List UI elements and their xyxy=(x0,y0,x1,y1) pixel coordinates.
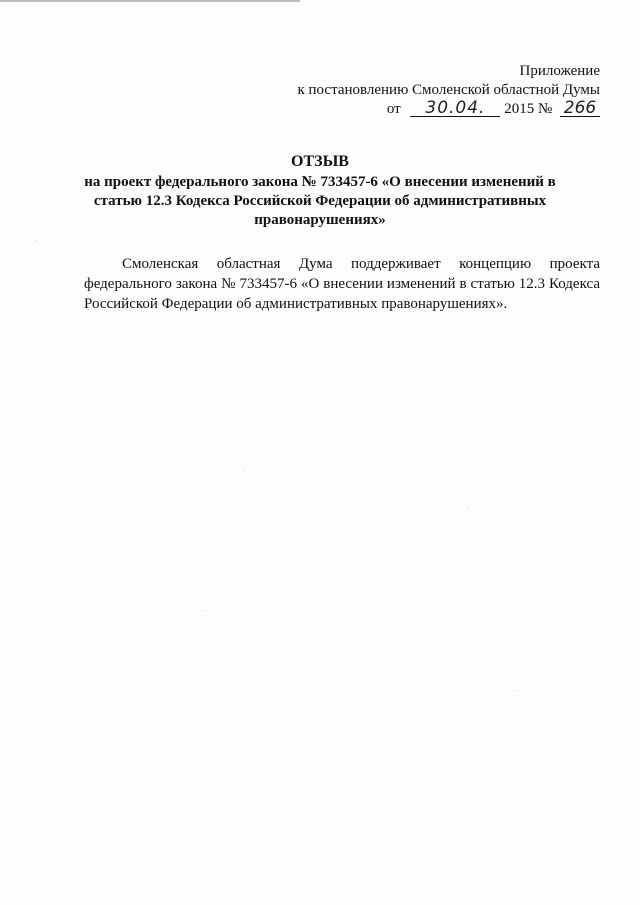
ot-label: от xyxy=(386,101,401,117)
year-number-label: 2015 № xyxy=(504,101,553,117)
scan-speck xyxy=(468,508,469,509)
date-number-line xyxy=(297,100,600,119)
appendix-label: Приложение xyxy=(519,63,600,79)
scan-speck xyxy=(35,240,36,241)
title-main: ОТЗЫВ xyxy=(291,153,349,170)
scan-speck xyxy=(243,470,244,471)
handwritten-number: 266 xyxy=(560,101,600,117)
scan-edge-line xyxy=(0,0,300,2)
document-body xyxy=(84,254,600,314)
document-title xyxy=(60,152,580,230)
appendix-header xyxy=(297,62,600,119)
scan-speck xyxy=(517,690,518,691)
title-subtitle: на проект федерального закона № 733457-6 «О внесении изменений в статью 12.3 Кодекса Российской Федерации об административных правонарушениях» xyxy=(84,174,556,228)
handwritten-date: 30.04. xyxy=(410,101,500,117)
resolution-reference: к постановлению Смоленской областной Думы xyxy=(297,82,600,98)
scan-speck xyxy=(205,610,206,611)
body-paragraph: Смоленская областная Дума поддерживает концепцию проекта федерального закона № 733457-6 «О внесении изменений в статью 12.3 Кодекса Российской Федерации об административных правонарушениях». xyxy=(84,256,600,312)
